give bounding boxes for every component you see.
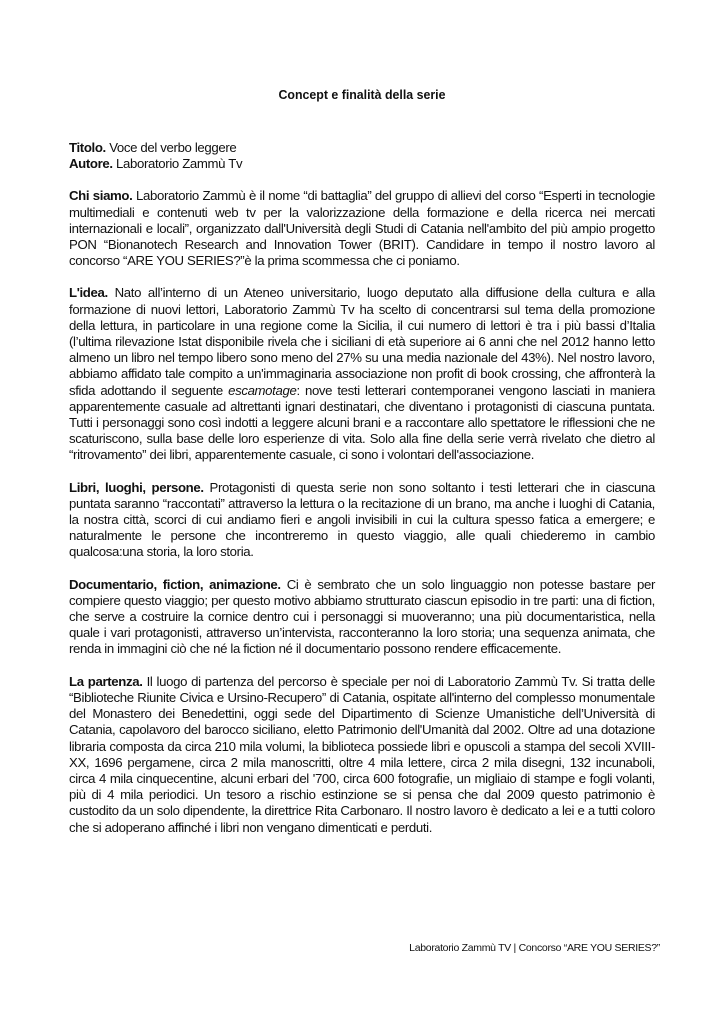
paragraph-text: Protagonisti di questa serie non sono soltanto i testi letterari che in ciascuna puntata saranno “raccontati” attraverso la lettura o la recitazione di un brano, ma anche i luoghi di Catania, la nostra città, scorci di cui andiamo fieri e angoli invisibili in cui la cultura spesso fatica a emergere; e naturalmente le persone che incontreremo in questo viaggio, alle quali chiederemo in cambio qualcosa:una storia, la loro storia. — [69, 479, 655, 560]
meta-author-value: Laboratorio Zammù Tv — [112, 156, 243, 172]
meta-block — [69, 140, 655, 172]
paragraph-heading: Documentario, fiction, animazione. — [69, 576, 281, 592]
paragraph-documentario — [69, 577, 655, 658]
paragraph-italic-term: escamotage — [228, 382, 297, 398]
document-body — [69, 140, 655, 852]
page-footer: Laboratorio Zammù TV | Concorso “ARE YOU SERIES?” — [409, 942, 660, 954]
paragraph-heading: L'idea. — [69, 285, 108, 301]
paragraph-idea — [69, 285, 655, 463]
paragraph-heading: Libri, luoghi, persone. — [69, 479, 204, 495]
meta-title-label: Titolo. — [69, 140, 106, 155]
meta-author-line — [69, 156, 655, 172]
paragraph-text: : nove testi letterari contemporanei vengono lasciati in maniera apparentemente casuale ad altrettanti ignari destinatari, che diventano i protagonisti di ciascuna puntata. Tutti i personaggi sono così indotti a leggere alcuni brani e a raccontare allo spettatore le riflessioni che ne scaturiscono, sulla base delle loro esperienze di vita. Solo alla fine della serie verrà rivelato che dietro al “ritrovamento” dei libri, apparentemente casuale, ci sono i volontari dell'associazione. — [69, 382, 655, 463]
paragraph-text: Ci è sembrato che un solo linguaggio non potesse bastare per compiere questo viaggio; per questo motivo abbiamo strutturato ciascun episodio in tre parti: una di fiction, che serve a costruire la cornice dentro cui i personaggi si muoveranno; una più documentaristica, nella quale i vari protagonisti, attraverso un’intervista, racconteranno la loro storia; una sequenza animata, che renda in immagini ciò che né la fiction né il documentario possono rendere efficacemente. — [69, 576, 655, 657]
paragraph-heading: Chi siamo. — [69, 188, 133, 204]
paragraph-partenza — [69, 674, 655, 836]
meta-title-line — [69, 140, 655, 156]
paragraph-text: Il luogo di partenza del percorso è speciale per noi di Laboratorio Zammù Tv. Si tratta delle “Biblioteche Riunite Civica e Ursino-Recupero” di Catania, ospitate all'interno del complesso monumentale del Monastero dei Benedettini, oggi sede del Dipartimento di Scienze Umanistiche dell’Università di Catania, capolavoro del barocco siciliano, eletto Patrimonio dell'Umanità dal 2002. Oltre ad una dotazione libraria composta da circa 210 mila volumi, la biblioteca possiede libri e opuscoli a stampa del secoli XVIII-XX, 1696 pergamene, circa 2 mila manoscritti, oltre 4 mila lettere, circa 2 mila disegni, 132 incunaboli, circa 4 mila cinquecentine, alcuni erbari del '700, circa 600 fotografie, un migliaio di stampe e fogli volanti, più di 4 mila periodici. Un tesoro a rischio estinzione se si pensa che dal 2009 questo patrimonio è custodito da un solo dipendente, la direttrice Rita Carbonaro. Il nostro lavoro è dedicato a lei e a tutti coloro che si adoperano affinché i libri non vengano dimenticati e perduti. — [69, 673, 655, 835]
paragraph-text: Laboratorio Zammù è il nome “di battaglia” del gruppo di allievi del corso “Esperti in tecnologie multimediali e contenuti web tv per la valorizzazione della formazione e della ricerca nei mercati internazionali e locali”, organizzato dall'Università degli Studi di Catania nell'ambito del più ampio progetto PON “Bionanotech Research and Innovation Tower (BRIT). Candidare in tempo il nostro lavoro al concorso “ARE YOU SERIES?”è la prima scommessa che ci poniamo. — [69, 188, 655, 269]
paragraph-heading: La partenza. — [69, 673, 143, 689]
paragraph-libri-luoghi-persone — [69, 480, 655, 561]
paragraph-chi-siamo — [69, 188, 655, 269]
document-title: Concept e finalità della serie — [278, 87, 446, 102]
paragraph-text: Nato all’interno di un Ateneo universitario, luogo deputato alla diffusione della cultura e alla formazione di nuovi lettori, Laboratorio Zammù Tv ha scelto di concentrarsi sul tema della promozione della lettura, in particolare in una regione come la Sicilia, il cui numero di lettori è tra i più bassi d’Italia (l’ultima rilevazione Istat disponibile rivela che i siciliani di età superiore ai 6 anni che nel 2012 hanno letto almeno un libro nel tempo libero sono meno del 27% su una media nazionale del 43%). Nel nostro lavoro, abbiamo affidato tale compito a un'immaginaria associazione non profit di book crossing, che affronterà la sfida adottando il seguente — [69, 285, 655, 398]
meta-title-value: Voce del verbo leggere — [105, 140, 237, 155]
meta-author-label: Autore. — [69, 156, 113, 172]
